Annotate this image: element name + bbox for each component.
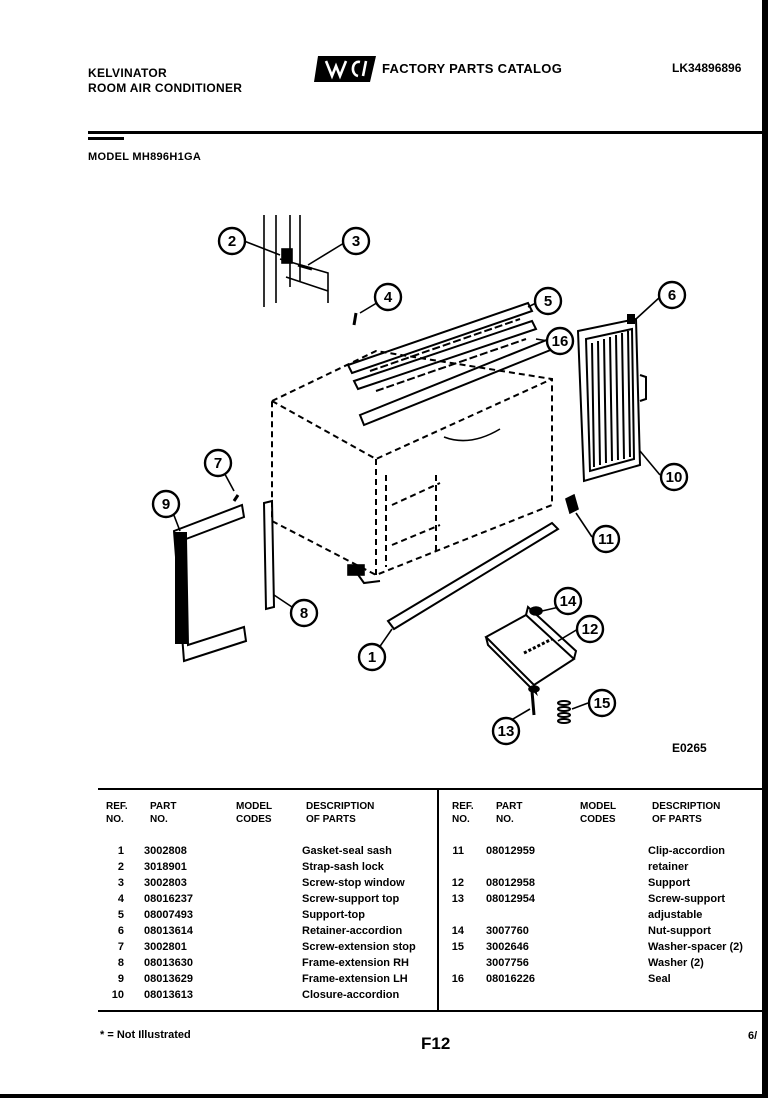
header-ref: REF. NO.: [452, 801, 474, 825]
svg-text:13: 13: [497, 723, 515, 740]
header-model: MODEL CODES: [580, 801, 617, 825]
callout-14: [555, 588, 581, 614]
table-top-rule: [98, 788, 768, 790]
diagram-code: E0265: [672, 741, 707, 755]
catalog-title: FACTORY PARTS CATALOG: [382, 61, 563, 76]
svg-text:5: 5: [543, 293, 553, 310]
callout-5: [535, 288, 561, 314]
callout-4: [375, 284, 401, 310]
callout-8: [291, 600, 317, 626]
callout-13: [493, 718, 519, 744]
scan-edge-bottom: [0, 1094, 768, 1098]
page-edge-text: 6/: [748, 1030, 758, 1042]
svg-text:9: 9: [161, 496, 171, 513]
brand-name: KELVINATOR: [88, 66, 168, 80]
top-support-strips: [348, 303, 558, 425]
svg-text:8: 8: [299, 605, 309, 622]
footnote: * = Not Illustrated: [100, 1029, 191, 1041]
catalog-number: LK34896896: [672, 61, 742, 75]
svg-text:16: 16: [551, 333, 569, 350]
svg-text:7: 7: [213, 455, 223, 472]
callout-1: [359, 644, 385, 670]
header-description: DESCRIPTION OF PARTS: [306, 801, 375, 825]
svg-text:3: 3: [351, 233, 361, 250]
cabinet-housing: [272, 351, 552, 575]
callout-16: [547, 328, 573, 354]
svg-text:6: 6: [667, 287, 677, 304]
header-rule-stub: [88, 137, 124, 140]
svg-text:10: 10: [665, 469, 683, 486]
page-number: F12: [421, 1034, 451, 1053]
accordion-closure-right: [578, 315, 646, 481]
svg-text:1: 1: [367, 649, 377, 666]
header-ref: REF. NO.: [106, 801, 128, 825]
callout-2: [219, 228, 245, 254]
svg-text:2: 2: [227, 233, 237, 250]
support-bracket: [486, 607, 576, 693]
callout-9: [153, 491, 179, 517]
svg-text:4: 4: [383, 289, 393, 306]
svg-text:12: 12: [581, 621, 599, 638]
callout-3: [343, 228, 369, 254]
svg-text:15: 15: [593, 695, 611, 712]
header-part: PART NO.: [150, 801, 177, 825]
product-line: ROOM AIR CONDITIONER: [88, 81, 243, 95]
callout-10: [661, 464, 687, 490]
exploded-parts-diagram: [140, 215, 740, 765]
callout-11: [593, 526, 619, 552]
svg-text:14: 14: [559, 593, 577, 610]
table-column-divider: [437, 788, 439, 1010]
header-part: PART NO.: [496, 801, 523, 825]
header-rule: [88, 131, 768, 134]
svg-text:11: 11: [598, 531, 614, 548]
wci-logo: [314, 54, 380, 84]
model-label: MODEL MH896H1GA: [88, 151, 202, 163]
header-description: DESCRIPTION OF PARTS: [652, 801, 721, 825]
callout-6: [659, 282, 685, 308]
scan-edge-right: [762, 0, 768, 1098]
callout-7: [205, 450, 231, 476]
table-bottom-rule: [98, 1010, 768, 1012]
brand-block: [88, 66, 242, 96]
callout-15: [589, 690, 615, 716]
callout-12: [577, 616, 603, 642]
header-model: MODEL CODES: [236, 801, 273, 825]
accordion-frame-left: [174, 505, 246, 661]
